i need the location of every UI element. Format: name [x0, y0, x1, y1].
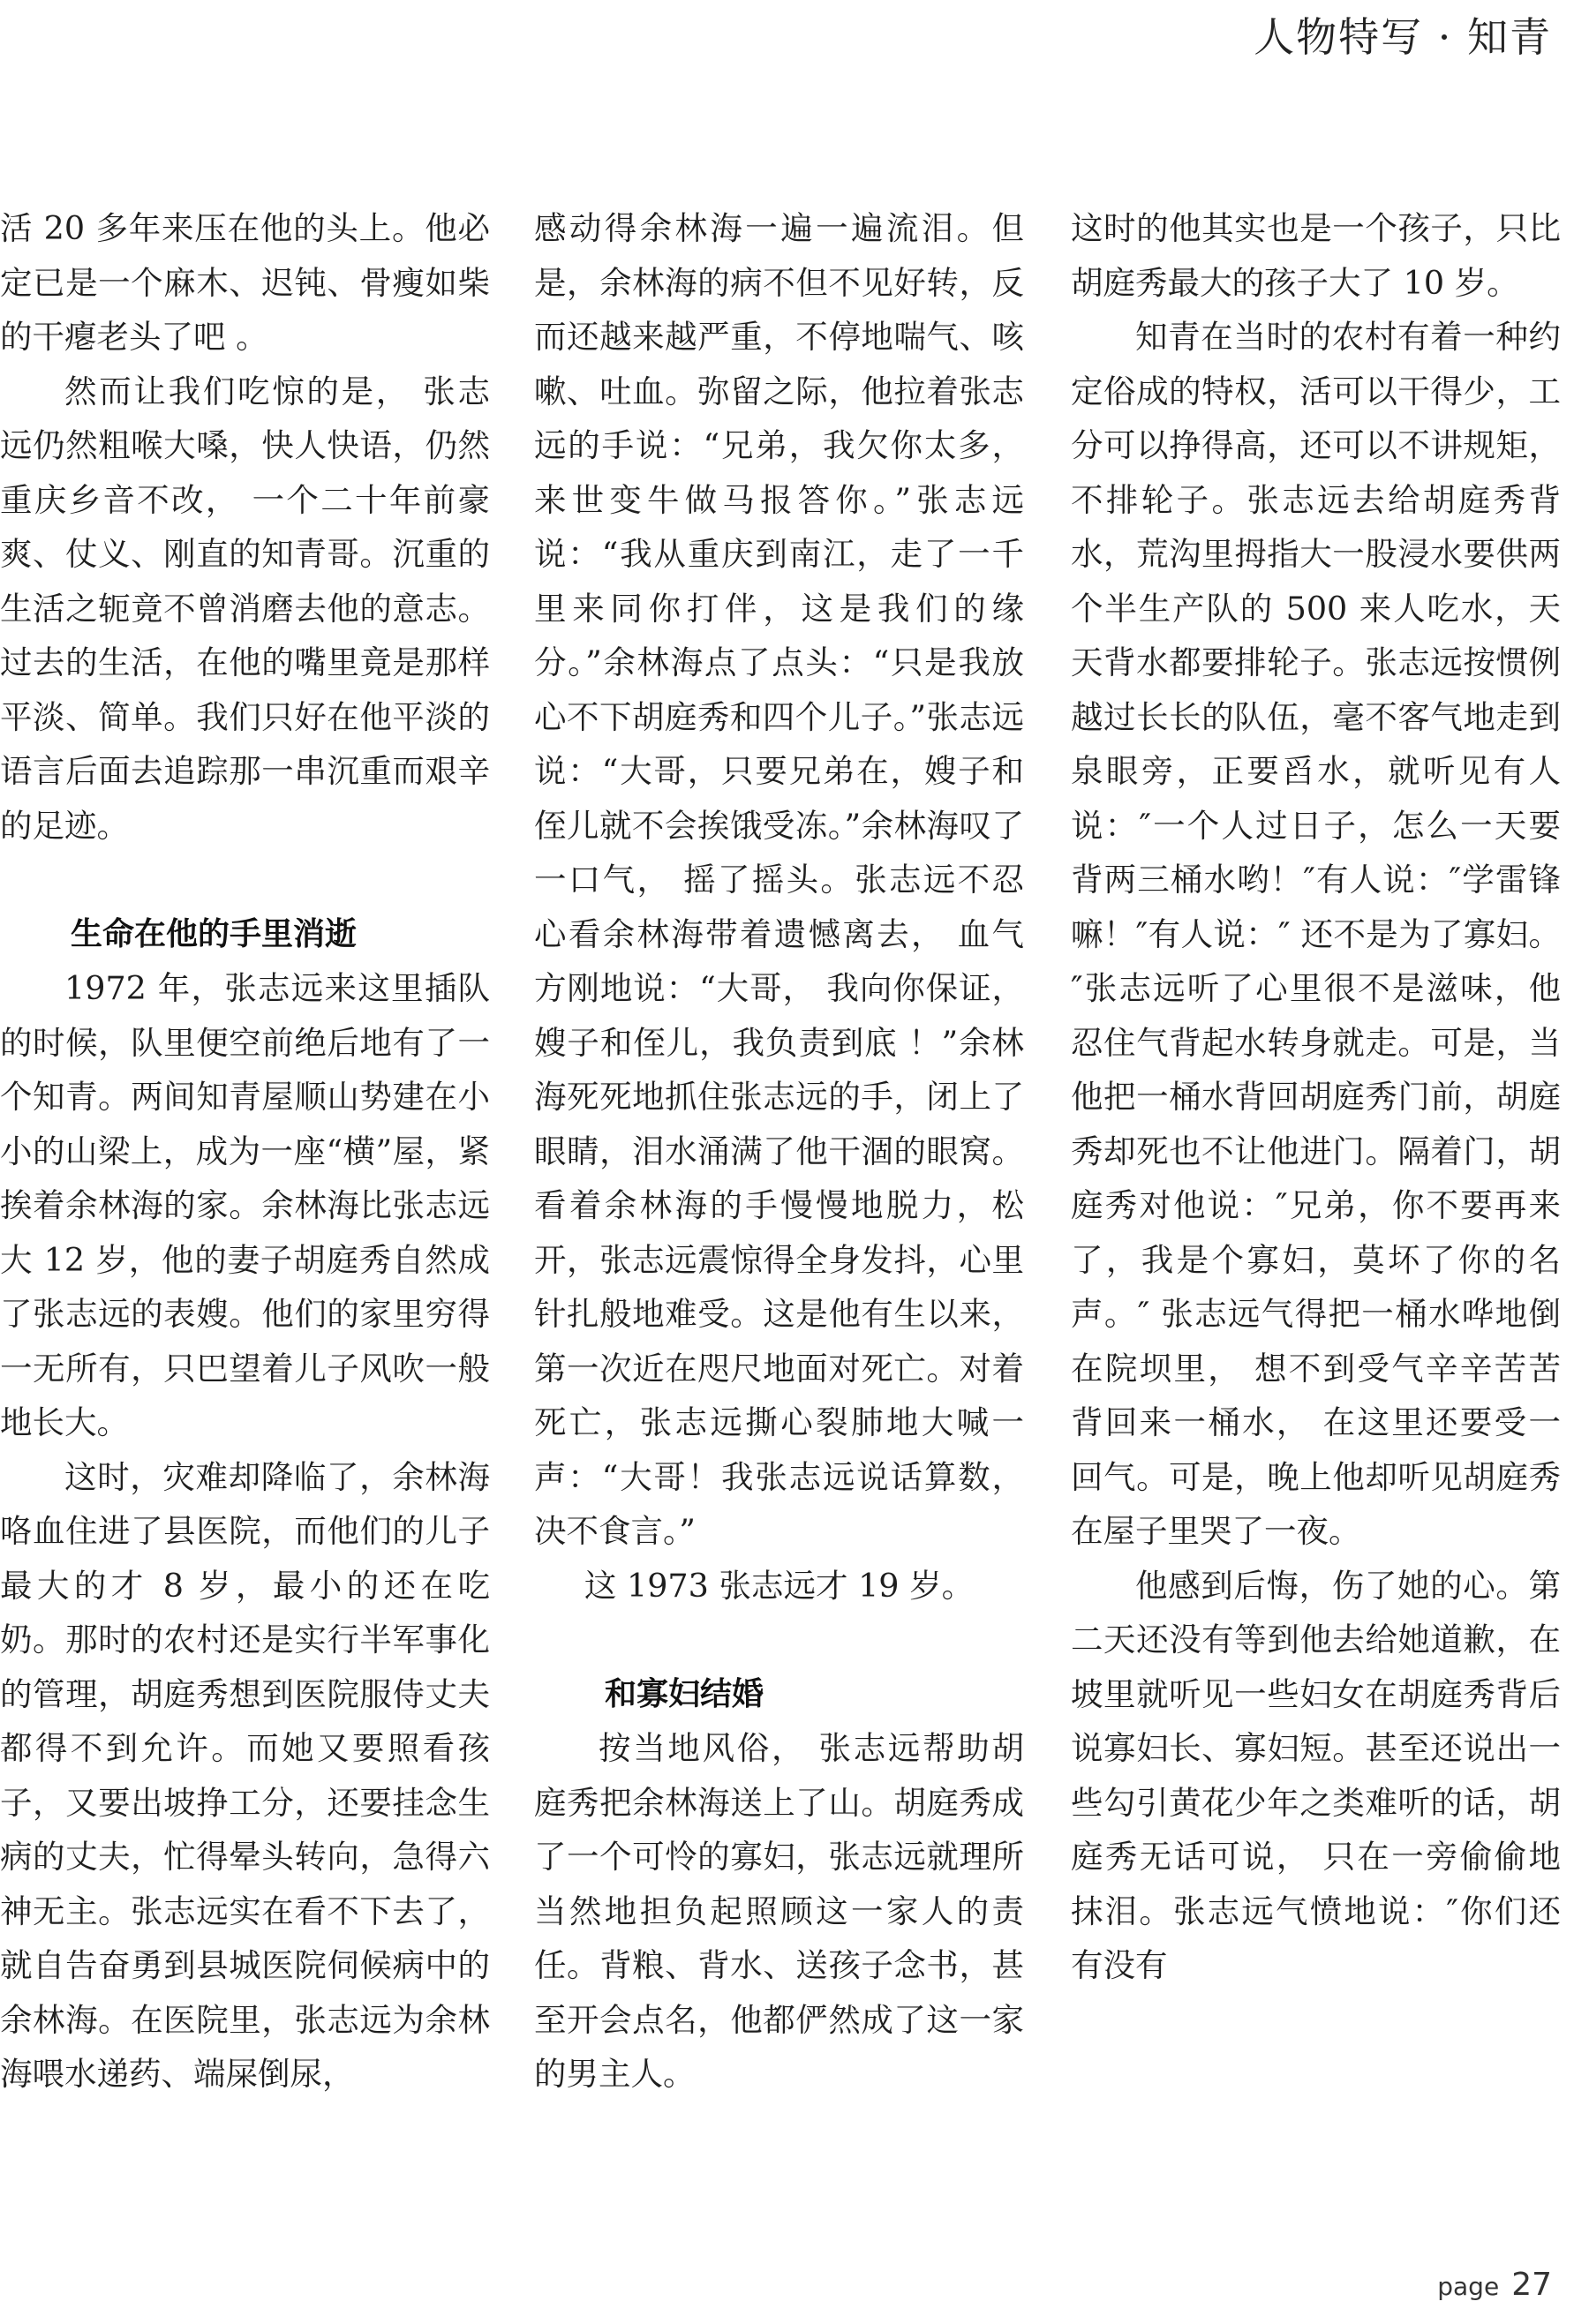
section-heading: 和寡妇结婚	[605, 1675, 764, 1712]
paragraph: 他感到后悔，伤了她的心。第二天还没有等到他去给她道歉，在坡里就听见一些妇女在胡庭秀背后说寡妇长、寡妇短。甚至还说出一些勾引黄花少年之类难听的话，胡庭秀无话可说， 只在一旁偷偷地抹泪。张志远气愤地说：″你们还有没有	[1071, 1566, 1561, 1984]
paragraph: 这时，灾难却降临了，余林海咯血住进了县医院，而他们的儿子最大的才 8 岁，最小的还在吃奶。那时的农村还是实行半军事化的管理，胡庭秀想到医院服侍丈夫都得不到允许。而她又要照看孩子，又要出坡挣工分，还要挂念生病的丈夫，忙得晕头转向，急得六神无主。张志远实在看不下去了，就自告奋勇到县城医院伺候病中的余林海。在医院里，张志远为余林海喂水递药、端屎倒尿，	[0, 1457, 490, 2093]
paragraph: 然而让我们吃惊的是， 张志远仍然粗喉大嗓，快人快语，仍然重庆乡音不改， 一个二十年前豪爽、仗义、刚直的知青哥。沉重的生活之轭竟不曾消磨去他的意志。过去的生活，在他的嘴里竟是那样平淡、简单。我们只好在他平淡的语言后面去追踪那一串沉重而艰辛的足迹。	[0, 372, 490, 845]
paragraph: 知青在当时的农村有着一种约定俗成的特权，活可以干得少，工分可以挣得高，还可以不讲规矩，不排轮子。张志远去给胡庭秀背水，荒沟里拇指大一股浸水要供两个半生产队的 500 来人吃水，天天背水都要排轮子。张志远按惯例越过长长的队伍，毫不客气地走到泉眼旁，正要舀水，就听见有人说：″一个人过日子，怎么一天要背两三桶水哟！″有人说：″学雷锋嘛！″有人说：″ 还不是为了寡妇。″张志远听了心里很不是滋味，他忍住气背起水转身就走。可是，当他把一桶水背回胡庭秀门前，胡庭秀却死也不让他进门。隔着门，胡庭秀对他说：″兄弟，你不要再来了，我是个寡妇，莫坏了你的名声。″ 张志远气得把一桶水哗地倒在院坝里， 想不到受气辛辛苦苦背回来一桶水， 在这里还要受一回气。可是，晚上他却听见胡庭秀在屋子里哭了一夜。	[1071, 318, 1561, 1550]
text-column-1	[0, 201, 490, 2102]
text-column-2	[534, 201, 1024, 2102]
paragraph: 1972 年，张志远来这里插队的时候，队里便空前绝后地有了一个知青。两间知青屋顺山势建在小小的山梁上，成为一座“横”屋，紧挨着余林海的家。余林海比张志远大 12 岁，他的妻子胡庭秀自然成了张志远的表嫂。他们的家里穷得一无所有，只巴望着儿子风吹一般地长大。	[0, 969, 490, 1441]
paragraph: 活 20 多年来压在他的头上。他必定已是一个麻木、迟钝、骨瘦如柴的干瘪老头了吧 。	[0, 209, 490, 356]
section-heading: 生命在他的手里消逝	[71, 915, 358, 952]
paragraph: 按当地风俗， 张志远帮助胡庭秀把余林海送上了山。胡庭秀成了一个可怜的寡妇，张志远就理所当然地担负起照顾这一家人的责任。背粮、背水、送孩子念书，甚至开会点名，他都俨然成了这一家的男主人。	[534, 1729, 1024, 2093]
text-column-3	[1071, 201, 1561, 1993]
page-number: 27	[1511, 2267, 1552, 2303]
page-footer	[1437, 2267, 1552, 2303]
paragraph: 这 1973 张志远才 19 岁。	[584, 1566, 975, 1605]
paragraph: 这时的他其实也是一个孩子，只比胡庭秀最大的孩子大了 10 岁。	[1071, 209, 1561, 302]
section-header: 人物特写 · 知青	[1254, 13, 1552, 61]
page-label: page	[1437, 2272, 1500, 2301]
paragraph: 感动得余林海一遍一遍流泪。但是，余林海的病不但不见好转，反而还越来越严重，不停地喘气、咳嗽、吐血。弥留之际，他拉着张志远的手说：“兄弟，我欠你太多，来世变牛做马报答你。”张志远说：“我从重庆到南江，走了一千里来同你打伴，这是我们的缘分。”余林海点了点头：“只是我放心不下胡庭秀和四个儿子。”张志远说：“大哥，只要兄弟在，嫂子和侄儿就不会挨饿受冻。”余林海叹了一口气， 摇了摇头。张志远不忍心看余林海带着遗憾离去， 血气方刚地说：“大哥， 我向你保证，嫂子和侄儿，我负责到底 ！”余林海死死地抓住张志远的手，闭上了眼睛，泪水涌满了他干涸的眼窝。看着余林海的手慢慢地脱力，松开，张志远震惊得全身发抖，心里针扎般地难受。这是他有生以来，第一次近在咫尺地面对死亡。对着死亡，张志远撕心裂肺地大喊一声：“大哥！我张志远说话算数，决不食言。”	[534, 209, 1024, 1550]
